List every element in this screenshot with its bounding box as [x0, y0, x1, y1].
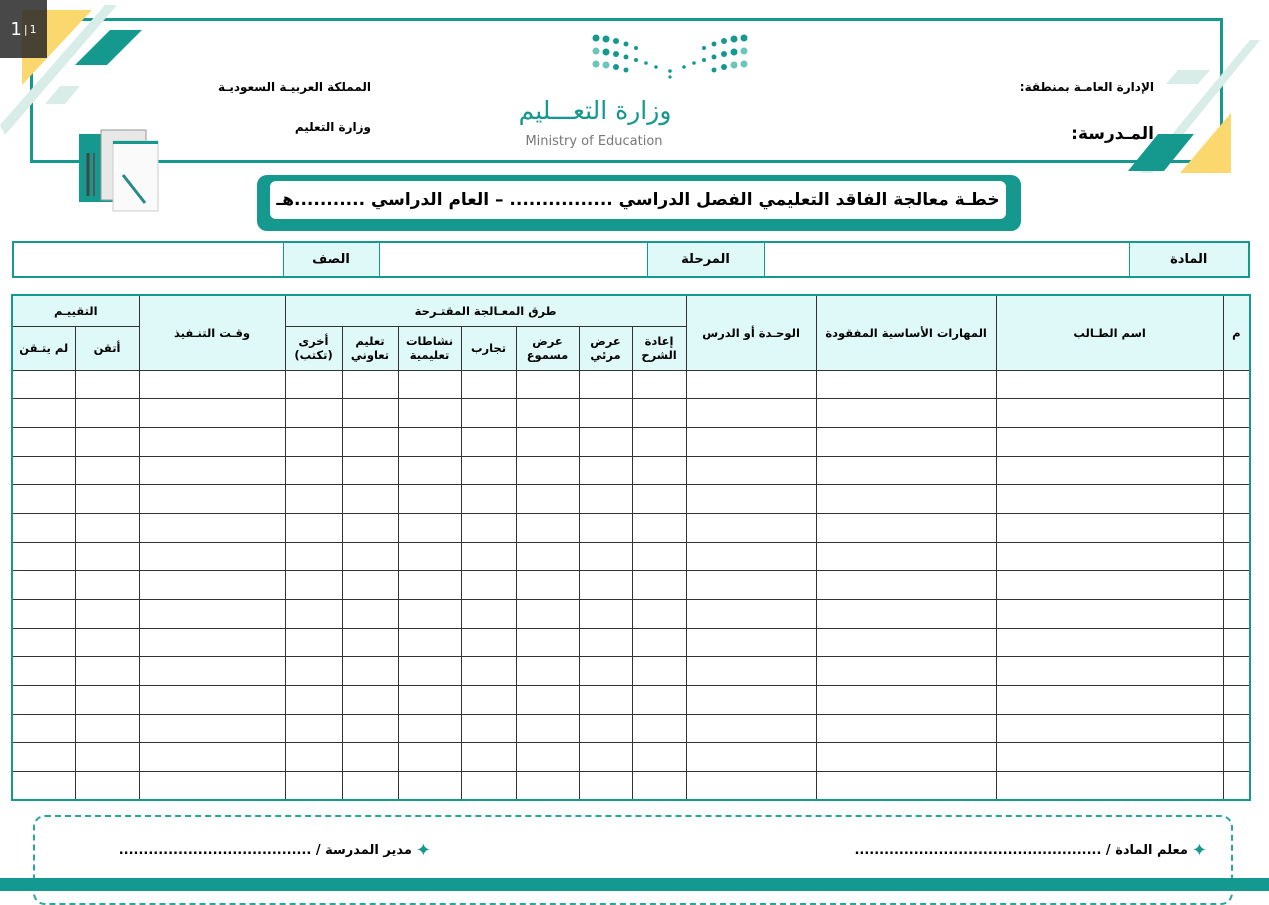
table-cell[interactable]	[285, 772, 342, 801]
table-cell[interactable]	[632, 571, 686, 600]
grade-label: الصف	[283, 242, 379, 277]
table-cell[interactable]	[139, 456, 285, 485]
table-cell[interactable]	[342, 772, 398, 801]
table-cell[interactable]	[516, 772, 579, 801]
method-audio-header: عرض مسموع	[516, 326, 579, 370]
table-cell[interactable]	[139, 714, 285, 743]
teacher-signature-label: معلم المادة / ..................................................	[854, 843, 1188, 858]
table-cell[interactable]	[398, 571, 461, 600]
table-cell[interactable]	[996, 427, 1223, 456]
table-cell[interactable]	[579, 772, 632, 801]
method-experiments-header: تجارب	[461, 326, 516, 370]
method-visual-header: عرض مرئي	[579, 326, 632, 370]
table-cell[interactable]	[342, 714, 398, 743]
mastered-header: أتقن	[75, 326, 139, 370]
region-label: الإدارة العامـة بمنطقة:	[1019, 80, 1154, 94]
table-cell[interactable]	[632, 456, 686, 485]
table-cell[interactable]	[686, 456, 816, 485]
table-row	[12, 571, 1250, 600]
table-cell[interactable]	[516, 513, 579, 542]
table-cell[interactable]	[139, 427, 285, 456]
table-cell[interactable]	[579, 513, 632, 542]
table-cell[interactable]	[632, 714, 686, 743]
table-row	[12, 485, 1250, 514]
methods-header: طرق المعـالجة المقتـرحة	[285, 295, 686, 326]
table-cell[interactable]	[12, 485, 75, 514]
table-cell[interactable]	[12, 399, 75, 428]
table-cell[interactable]	[816, 485, 996, 514]
table-cell[interactable]	[816, 657, 996, 686]
table-cell[interactable]	[579, 628, 632, 657]
student-name-header: اسم الطـالب	[996, 295, 1223, 370]
table-cell[interactable]	[1223, 456, 1250, 485]
table-cell[interactable]	[686, 600, 816, 629]
table-cell[interactable]	[579, 571, 632, 600]
table-cell[interactable]	[139, 628, 285, 657]
table-cell[interactable]	[686, 686, 816, 715]
table-cell[interactable]	[996, 772, 1223, 801]
table-cell[interactable]	[996, 571, 1223, 600]
table-cell[interactable]	[996, 686, 1223, 715]
table-cell[interactable]	[285, 628, 342, 657]
table-cell[interactable]	[1223, 571, 1250, 600]
table-cell[interactable]	[516, 427, 579, 456]
table-cell[interactable]	[398, 600, 461, 629]
table-cell[interactable]	[342, 628, 398, 657]
table-row	[12, 714, 1250, 743]
table-cell[interactable]	[686, 399, 816, 428]
unit-lesson-header: الوحـدة أو الدرس	[686, 295, 816, 370]
table-cell[interactable]	[139, 399, 285, 428]
table-cell[interactable]	[1223, 399, 1250, 428]
table-cell[interactable]	[632, 772, 686, 801]
table-cell[interactable]	[1223, 600, 1250, 629]
table-cell[interactable]	[632, 485, 686, 514]
table-cell[interactable]	[1223, 772, 1250, 801]
subject-label: المادة	[1129, 242, 1249, 277]
table-cell[interactable]	[632, 370, 686, 399]
table-cell[interactable]	[398, 686, 461, 715]
table-cell[interactable]	[398, 628, 461, 657]
table-cell[interactable]	[139, 772, 285, 801]
table-cell[interactable]	[139, 485, 285, 514]
table-cell[interactable]	[285, 456, 342, 485]
pin-icon: ✦	[415, 840, 431, 861]
table-cell[interactable]	[398, 513, 461, 542]
table-cell[interactable]	[285, 714, 342, 743]
stage-label: المرحلة	[647, 242, 764, 277]
table-cell[interactable]	[12, 743, 75, 772]
ministry-logo-icon	[590, 33, 755, 83]
table-cell[interactable]	[632, 427, 686, 456]
table-row	[12, 628, 1250, 657]
table-cell[interactable]	[1223, 513, 1250, 542]
table-cell[interactable]	[75, 772, 139, 801]
table-row	[12, 772, 1250, 801]
table-cell[interactable]	[285, 600, 342, 629]
table-cell[interactable]	[139, 571, 285, 600]
table-cell[interactable]	[285, 571, 342, 600]
table-cell[interactable]	[516, 657, 579, 686]
table-cell[interactable]	[1223, 657, 1250, 686]
table-cell[interactable]	[75, 571, 139, 600]
table-cell[interactable]	[12, 772, 75, 801]
table-cell[interactable]	[139, 686, 285, 715]
table-cell[interactable]	[342, 743, 398, 772]
table-cell[interactable]	[686, 542, 816, 571]
table-cell[interactable]	[461, 571, 516, 600]
info-bar	[12, 241, 1250, 278]
grade-field[interactable]	[13, 242, 283, 277]
table-cell[interactable]	[816, 456, 996, 485]
table-row	[12, 600, 1250, 629]
table-cell[interactable]	[75, 743, 139, 772]
table-cell[interactable]	[12, 714, 75, 743]
table-cell[interactable]	[516, 485, 579, 514]
table-cell[interactable]	[461, 628, 516, 657]
method-reexplain-header: إعادة الشرح	[632, 326, 686, 370]
table-cell[interactable]	[285, 686, 342, 715]
table-cell[interactable]	[12, 628, 75, 657]
table-cell[interactable]	[632, 542, 686, 571]
table-cell[interactable]	[516, 743, 579, 772]
kingdom-label: المملكة العربيـة السعوديـة	[217, 80, 371, 94]
table-cell[interactable]	[632, 657, 686, 686]
table-cell[interactable]	[461, 542, 516, 571]
table-cell[interactable]	[139, 542, 285, 571]
table-cell[interactable]	[398, 714, 461, 743]
table-cell[interactable]	[285, 485, 342, 514]
table-cell[interactable]	[139, 743, 285, 772]
table-cell[interactable]	[12, 600, 75, 629]
method-other-header: أخرى (تكتب)	[285, 326, 342, 370]
principal-signature-label: مدير المدرسة / .......................................	[118, 843, 412, 858]
table-cell[interactable]	[996, 456, 1223, 485]
table-cell[interactable]	[461, 657, 516, 686]
table-row	[12, 427, 1250, 456]
table-cell[interactable]	[632, 686, 686, 715]
table-cell[interactable]	[579, 456, 632, 485]
table-cell[interactable]	[686, 370, 816, 399]
table-row	[12, 686, 1250, 715]
table-cell[interactable]	[285, 399, 342, 428]
table-cell[interactable]	[816, 714, 996, 743]
table-cell[interactable]	[1223, 485, 1250, 514]
logo-english-text: Ministry of Education	[525, 134, 663, 149]
table-cell[interactable]	[285, 657, 342, 686]
table-cell[interactable]	[398, 456, 461, 485]
table-cell[interactable]	[398, 427, 461, 456]
table-cell[interactable]	[461, 686, 516, 715]
table-cell[interactable]	[516, 714, 579, 743]
corner-decoration-right	[1120, 38, 1269, 178]
principal-signature	[119, 840, 431, 861]
table-cell[interactable]	[75, 399, 139, 428]
table-cell[interactable]	[816, 628, 996, 657]
table-cell[interactable]	[816, 513, 996, 542]
table-cell[interactable]	[12, 542, 75, 571]
table-cell[interactable]	[579, 714, 632, 743]
table-cell[interactable]	[686, 772, 816, 801]
table-cell[interactable]	[632, 628, 686, 657]
table-cell[interactable]	[75, 600, 139, 629]
table-cell[interactable]	[516, 542, 579, 571]
table-cell[interactable]	[816, 571, 996, 600]
bottom-bar	[0, 878, 1269, 891]
method-activities-header: نشاطات تعليمية	[398, 326, 461, 370]
table-cell[interactable]	[285, 542, 342, 571]
table-cell[interactable]	[461, 427, 516, 456]
table-cell[interactable]	[516, 600, 579, 629]
table-cell[interactable]	[75, 427, 139, 456]
table-cell[interactable]	[75, 686, 139, 715]
table-cell[interactable]	[516, 571, 579, 600]
table-cell[interactable]	[285, 370, 342, 399]
index-header: م	[1223, 295, 1250, 370]
table-cell[interactable]	[342, 657, 398, 686]
table-cell[interactable]	[342, 399, 398, 428]
table-cell[interactable]	[996, 743, 1223, 772]
table-cell[interactable]	[579, 657, 632, 686]
table-cell[interactable]	[632, 600, 686, 629]
table-cell[interactable]	[686, 628, 816, 657]
table-cell[interactable]	[996, 657, 1223, 686]
page-title: خطـة معالجة الفاقد التعليمي الفصل الدراسي ................ – العام الدراسي ...........هـ	[268, 179, 1008, 221]
table-row	[12, 513, 1250, 542]
table-cell[interactable]	[816, 686, 996, 715]
table-cell[interactable]	[398, 399, 461, 428]
ministry-label: وزارة التعليم	[294, 120, 371, 134]
table-cell[interactable]	[516, 370, 579, 399]
table-row	[12, 399, 1250, 428]
table-cell[interactable]	[342, 456, 398, 485]
table-cell[interactable]	[1223, 628, 1250, 657]
table-row	[12, 542, 1250, 571]
table-cell[interactable]	[461, 485, 516, 514]
table-cell[interactable]	[579, 743, 632, 772]
table-cell[interactable]	[816, 427, 996, 456]
table-cell[interactable]	[342, 485, 398, 514]
table-cell[interactable]	[285, 513, 342, 542]
logo-arabic-text: وزارة التعـــليم	[518, 96, 672, 125]
table-cell[interactable]	[632, 743, 686, 772]
teacher-signature	[854, 840, 1207, 861]
table-cell[interactable]	[342, 600, 398, 629]
table-cell[interactable]	[996, 485, 1223, 514]
table-cell[interactable]	[75, 628, 139, 657]
table-cell[interactable]	[342, 513, 398, 542]
table-cell[interactable]	[996, 513, 1223, 542]
table-cell[interactable]	[816, 772, 996, 801]
table-cell[interactable]	[1223, 743, 1250, 772]
exec-time-header: وقـت التنـفيذ	[139, 295, 285, 370]
subject-field[interactable]	[764, 242, 1129, 277]
table-cell[interactable]	[342, 542, 398, 571]
table-cell[interactable]	[12, 456, 75, 485]
table-cell[interactable]	[342, 427, 398, 456]
table-cell[interactable]	[579, 399, 632, 428]
remediation-table	[11, 294, 1251, 801]
table-cell[interactable]	[686, 743, 816, 772]
table-cell[interactable]	[461, 513, 516, 542]
table-cell[interactable]	[816, 370, 996, 399]
evaluation-header: التقييـم	[12, 295, 139, 326]
table-cell[interactable]	[398, 743, 461, 772]
table-cell[interactable]	[285, 427, 342, 456]
table-cell[interactable]	[579, 542, 632, 571]
table-cell[interactable]	[461, 714, 516, 743]
table-cell[interactable]	[12, 513, 75, 542]
table-row	[12, 370, 1250, 399]
table-cell[interactable]	[75, 657, 139, 686]
stage-field[interactable]	[379, 242, 647, 277]
table-cell[interactable]	[1223, 714, 1250, 743]
missing-skills-header: المهارات الأساسية المفقودة	[816, 295, 996, 370]
table-cell[interactable]	[139, 370, 285, 399]
table-cell[interactable]	[996, 542, 1223, 571]
table-cell[interactable]	[579, 485, 632, 514]
page-indicator: 1 | 1	[0, 0, 47, 58]
table-row	[12, 657, 1250, 686]
table-cell[interactable]	[516, 456, 579, 485]
table-cell[interactable]	[461, 456, 516, 485]
table-cell[interactable]	[12, 686, 75, 715]
table-cell[interactable]	[12, 657, 75, 686]
table-row	[12, 743, 1250, 772]
table-cell[interactable]	[632, 513, 686, 542]
pin-icon: ✦	[1191, 840, 1207, 861]
table-cell[interactable]	[579, 600, 632, 629]
table-cell[interactable]	[686, 571, 816, 600]
table-cell[interactable]	[816, 600, 996, 629]
table-cell[interactable]	[996, 714, 1223, 743]
table-cell[interactable]	[516, 686, 579, 715]
table-cell[interactable]	[75, 513, 139, 542]
table-cell[interactable]	[816, 542, 996, 571]
table-cell[interactable]	[686, 714, 816, 743]
table-cell[interactable]	[398, 370, 461, 399]
table-cell[interactable]	[139, 600, 285, 629]
table-cell[interactable]	[461, 743, 516, 772]
table-cell[interactable]	[816, 743, 996, 772]
table-cell[interactable]	[398, 485, 461, 514]
not-mastered-header: لم يتـقن	[12, 326, 75, 370]
table-cell[interactable]	[12, 370, 75, 399]
table-cell[interactable]	[816, 399, 996, 428]
table-cell[interactable]	[461, 370, 516, 399]
table-cell[interactable]	[1223, 686, 1250, 715]
table-row	[12, 456, 1250, 485]
table-cell[interactable]	[996, 600, 1223, 629]
table-cell[interactable]	[632, 399, 686, 428]
table-cell[interactable]	[139, 657, 285, 686]
table-cell[interactable]	[75, 370, 139, 399]
table-cell[interactable]	[12, 571, 75, 600]
notebook-icon	[78, 128, 160, 212]
table-cell[interactable]	[139, 513, 285, 542]
table-cell[interactable]	[579, 686, 632, 715]
table-cell[interactable]	[516, 399, 579, 428]
table-cell[interactable]	[686, 657, 816, 686]
table-cell[interactable]	[516, 628, 579, 657]
table-cell[interactable]	[579, 427, 632, 456]
table-cell[interactable]	[686, 513, 816, 542]
table-cell[interactable]	[342, 571, 398, 600]
table-cell[interactable]	[75, 714, 139, 743]
table-cell[interactable]	[461, 600, 516, 629]
table-cell[interactable]	[398, 542, 461, 571]
table-cell[interactable]	[285, 743, 342, 772]
table-cell[interactable]	[686, 427, 816, 456]
table-cell[interactable]	[1223, 542, 1250, 571]
table-cell[interactable]	[398, 657, 461, 686]
table-cell[interactable]	[1223, 370, 1250, 399]
table-cell[interactable]	[579, 370, 632, 399]
table-cell[interactable]	[342, 686, 398, 715]
table-cell[interactable]	[12, 427, 75, 456]
table-cell[interactable]	[1223, 427, 1250, 456]
table-cell[interactable]	[996, 628, 1223, 657]
table-cell[interactable]	[75, 485, 139, 514]
school-label: المـدرسة:	[1071, 124, 1154, 144]
table-cell[interactable]	[996, 399, 1223, 428]
table-cell[interactable]	[996, 370, 1223, 399]
table-cell[interactable]	[461, 399, 516, 428]
table-cell[interactable]	[75, 456, 139, 485]
method-cooperative-header: تعليم تعاوني	[342, 326, 398, 370]
table-cell[interactable]	[398, 772, 461, 801]
table-cell[interactable]	[461, 772, 516, 801]
table-cell[interactable]	[75, 542, 139, 571]
table-cell[interactable]	[342, 370, 398, 399]
table-cell[interactable]	[686, 485, 816, 514]
